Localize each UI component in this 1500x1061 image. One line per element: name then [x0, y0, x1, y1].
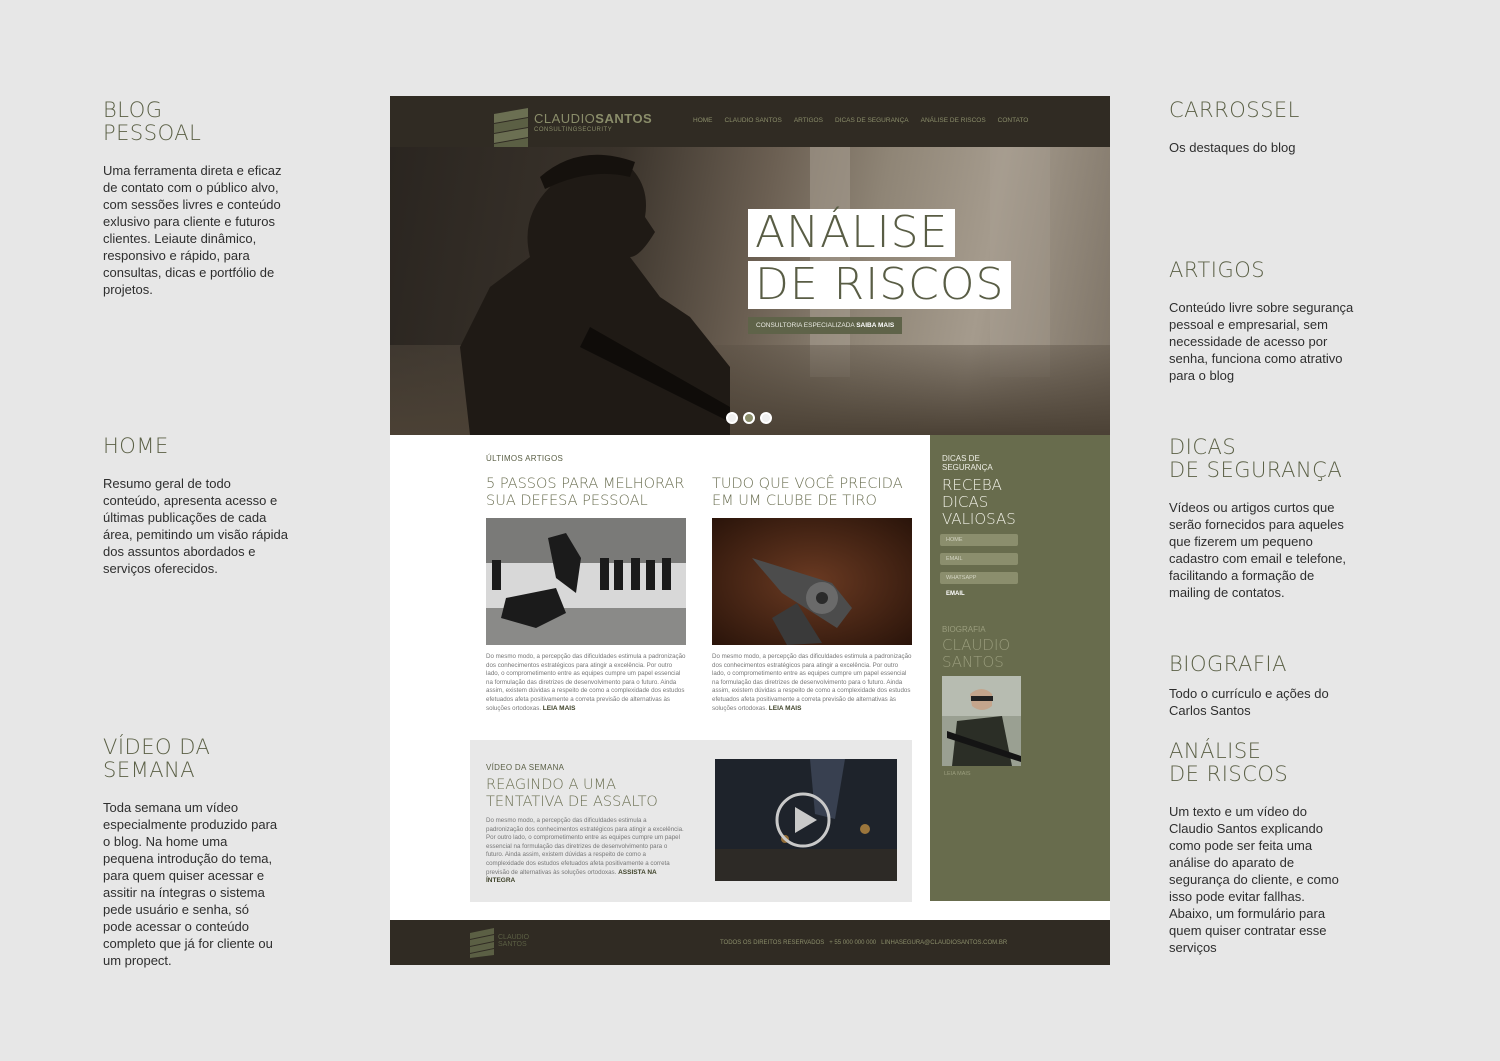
annotation-title: DICAS DE SEGURANÇA	[1169, 435, 1343, 482]
annotation-text: Vídeos ou artigos curtos que serão fornecidos para aqueles que fizerem um pequeno cadastro com email e telefone, facilitando a formação de mailing de contatos.	[1169, 500, 1347, 600]
annotation-dicas	[1169, 436, 1364, 601]
article-title[interactable]: 5 PASSOS PARA MELHORAR SUA DEFESA PESSOAL	[486, 476, 685, 509]
annotation-text: Toda semana um vídeo especialmente produzido para o blog. Na home uma pequena introdução do tema, para quem quiser acessar e assitir na íntegras o sistema pede usuário e senha, só pode acessar o conteúdo completo que já for cliente ou um propect.	[103, 800, 278, 968]
watch-full-link[interactable]: ASSISTA NA ÍNTEGRA	[486, 868, 657, 885]
submit-button[interactable]: EMAIL	[946, 591, 965, 597]
nav-contato[interactable]: CONTATO	[997, 117, 1029, 124]
annotation-text: Todo o currículo e ações do Carlos Santos	[1169, 686, 1329, 718]
video-player[interactable]	[715, 759, 897, 881]
annotation-title: VÍDEO DA SEMANA	[103, 735, 211, 782]
footer-rights: TODOS OS DIREITOS RESERVADOS	[720, 940, 825, 946]
hero-cta-label: SAIBA MAIS	[856, 322, 895, 329]
article-excerpt	[486, 653, 686, 713]
article-card[interactable]	[712, 476, 912, 713]
hero-title-line2: DE RISCOS	[748, 261, 1011, 309]
nav-artigos[interactable]: ARTIGOS	[793, 117, 823, 124]
footer-brand: CLAUDIO SANTOS	[498, 934, 530, 948]
hero-sub: CONSULTORIA ESPECIALIZADA	[756, 322, 855, 329]
sidebar	[930, 435, 1110, 901]
website-mockup	[390, 96, 1110, 965]
bio-label: BIOGRAFIA	[942, 625, 986, 634]
brand-sub: CONSULTINGSECURITY	[534, 127, 613, 133]
article-card[interactable]	[486, 476, 686, 713]
article-image-revolver[interactable]	[712, 518, 912, 645]
annotation-title: BLOG PESSOAL	[103, 98, 202, 145]
annotation-title: BIOGRAFIA	[1169, 652, 1287, 676]
carousel-dot-active[interactable]	[743, 412, 755, 424]
annotation-text: Uma ferramenta direta e eficaz de contato com o público alvo, com sessões livres e conteúdo exlusivo para cliente e futuros clientes. Leiaute dinâmico, responsivo e rápido, para consultas, dicas e portfólio de projetos.	[103, 163, 282, 297]
footer-text	[720, 940, 1007, 946]
nav-home[interactable]: HOME	[693, 117, 713, 124]
brand-name[interactable]	[534, 111, 652, 133]
annotation-artigos	[1169, 259, 1359, 384]
brand-bold: SANTOS	[595, 111, 653, 126]
footer-phone[interactable]: + 55 000 000 000	[829, 940, 877, 946]
brand-logo-icon[interactable]	[494, 108, 528, 148]
signup-form	[940, 534, 1018, 597]
annotation-blog	[103, 99, 288, 298]
dicas-label: DICAS DE SEGURANÇA	[942, 454, 993, 472]
annotation-title: HOME	[103, 434, 169, 458]
annotation-text: Resumo geral de todo conteúdo, apresenta acesso e últimas publicações de cada área, pemitindo um visão rápida dos assuntos abordados e serviços oferecidos.	[103, 476, 288, 576]
hero-title-line1: ANÁLISE	[748, 209, 955, 257]
video-excerpt	[486, 817, 684, 886]
nav-dicas[interactable]: DICAS DE SEGURANÇA	[834, 117, 909, 124]
site-header	[390, 96, 1110, 147]
latest-articles-label: ÚLTIMOS ARTIGOS	[486, 454, 564, 463]
carousel-dot[interactable]	[760, 412, 772, 424]
annotation-title: ANÁLISE DE RISCOS	[1169, 739, 1289, 786]
annotation-biografia	[1169, 653, 1359, 719]
nav-claudio-santos[interactable]: CLAUDIO SANTOS	[724, 117, 782, 124]
main-nav	[693, 117, 1028, 124]
video-body: Do mesmo modo, a percepção das dificuldades estimula a padronização dos conhecimentos estratégicos para atingir a excelência. Por outro lado, o comprometimento entre as equipes cumpre um papel essencial na formulação das diretrizes de desenvolvimento para o futuro. Ainda assim, existem dúvidas a respeito de como a complexidade dos estudos efetuados afeta positivamente a correta previsão de alternativas às soluções ortodoxas.	[486, 817, 684, 876]
hero-cta[interactable]	[748, 317, 902, 334]
read-more-link[interactable]: LEIA MAIS	[542, 704, 576, 712]
annotation-text: Um texto e um vídeo do Claudio Santos explicando como pode ser feita uma análise do aparato de segurança do cliente, e como isso pode evitar fallhas. Abaixo, um formulário para quem quiser contratar esse serviços	[1169, 804, 1339, 955]
email-field[interactable]: EMAIL	[940, 553, 1018, 565]
article-body: Do mesmo modo, a percepção das dificuldades estimula a padronização dos conhecimentos estratégicos para atingir a excelência. Por outro lado, o comprometimento entre as equipes cumpre um papel essencial na formulação das diretrizes de desenvolvimento para o futuro. Ainda assim, existem dúvidas a respeito de como a complexidade dos estudos efetuados afeta positivamente a correta previsão de alternativas às soluções ortodoxas.	[486, 653, 686, 712]
carousel-dots	[726, 412, 772, 424]
annotation-analise	[1169, 740, 1349, 956]
carousel-dot[interactable]	[726, 412, 738, 424]
bio-photo[interactable]	[942, 676, 1021, 766]
footer-email[interactable]: LINHASEGURA@CLAUDIOSANTOS.COM.BR	[881, 940, 1008, 946]
footer-logo-icon[interactable]	[470, 928, 494, 958]
annotation-title: CARROSSEL	[1169, 98, 1300, 122]
article-title[interactable]: TUDO QUE VOCÊ PRECIDA EM UM CLUBE DE TIRO	[712, 476, 903, 509]
soldier-photo	[430, 147, 730, 435]
annotation-home	[103, 435, 288, 577]
name-field[interactable]: HOME	[940, 534, 1018, 546]
bio-read-more[interactable]: LEIA MAIS	[944, 771, 971, 777]
read-more-link[interactable]: LEIA MAIS	[768, 704, 802, 712]
annotation-carrossel	[1169, 99, 1359, 156]
annotation-title: ARTIGOS	[1169, 258, 1266, 282]
article-image-self-defense[interactable]	[486, 518, 686, 645]
article-excerpt	[712, 653, 912, 713]
article-body: Do mesmo modo, a percepção das dificuldades estimula a padronização dos conhecimentos estratégicos para atingir a excelência. Por outro lado, o comprometimento entre as equipes cumpre um papel essencial na formulação das diretrizes de desenvolvimento para o futuro. Ainda assim, existem dúvidas a respeito de como a complexidade dos estudos efetuados afeta positivamente a correta previsão de alternativas às soluções ortodoxas.	[712, 653, 912, 712]
annotation-text: Os destaques do blog	[1169, 140, 1296, 155]
annotation-video	[103, 736, 278, 969]
bio-name[interactable]: CLAUDIO SANTOS	[942, 636, 1011, 671]
video-title[interactable]: REAGINDO A UMA TENTATIVA DE ASSALTO	[486, 777, 658, 810]
hero-carousel	[390, 147, 1110, 435]
annotation-text: Conteúdo livre sobre segurança pessoal e empresarial, sem necessidade de acesso por senha, funciona como atrativo para o blog	[1169, 300, 1354, 383]
nav-analise[interactable]: ANÁLISE DE RISCOS	[920, 117, 986, 124]
site-footer	[390, 920, 1110, 965]
brand-light: CLAUDIO	[534, 111, 596, 126]
dicas-title: RECEBA DICAS VALIOSAS	[942, 476, 1016, 528]
video-of-week	[470, 740, 912, 902]
whatsapp-field[interactable]: WHATSAPP	[940, 572, 1018, 584]
video-label: VÍDEO DA SEMANA	[486, 763, 565, 772]
